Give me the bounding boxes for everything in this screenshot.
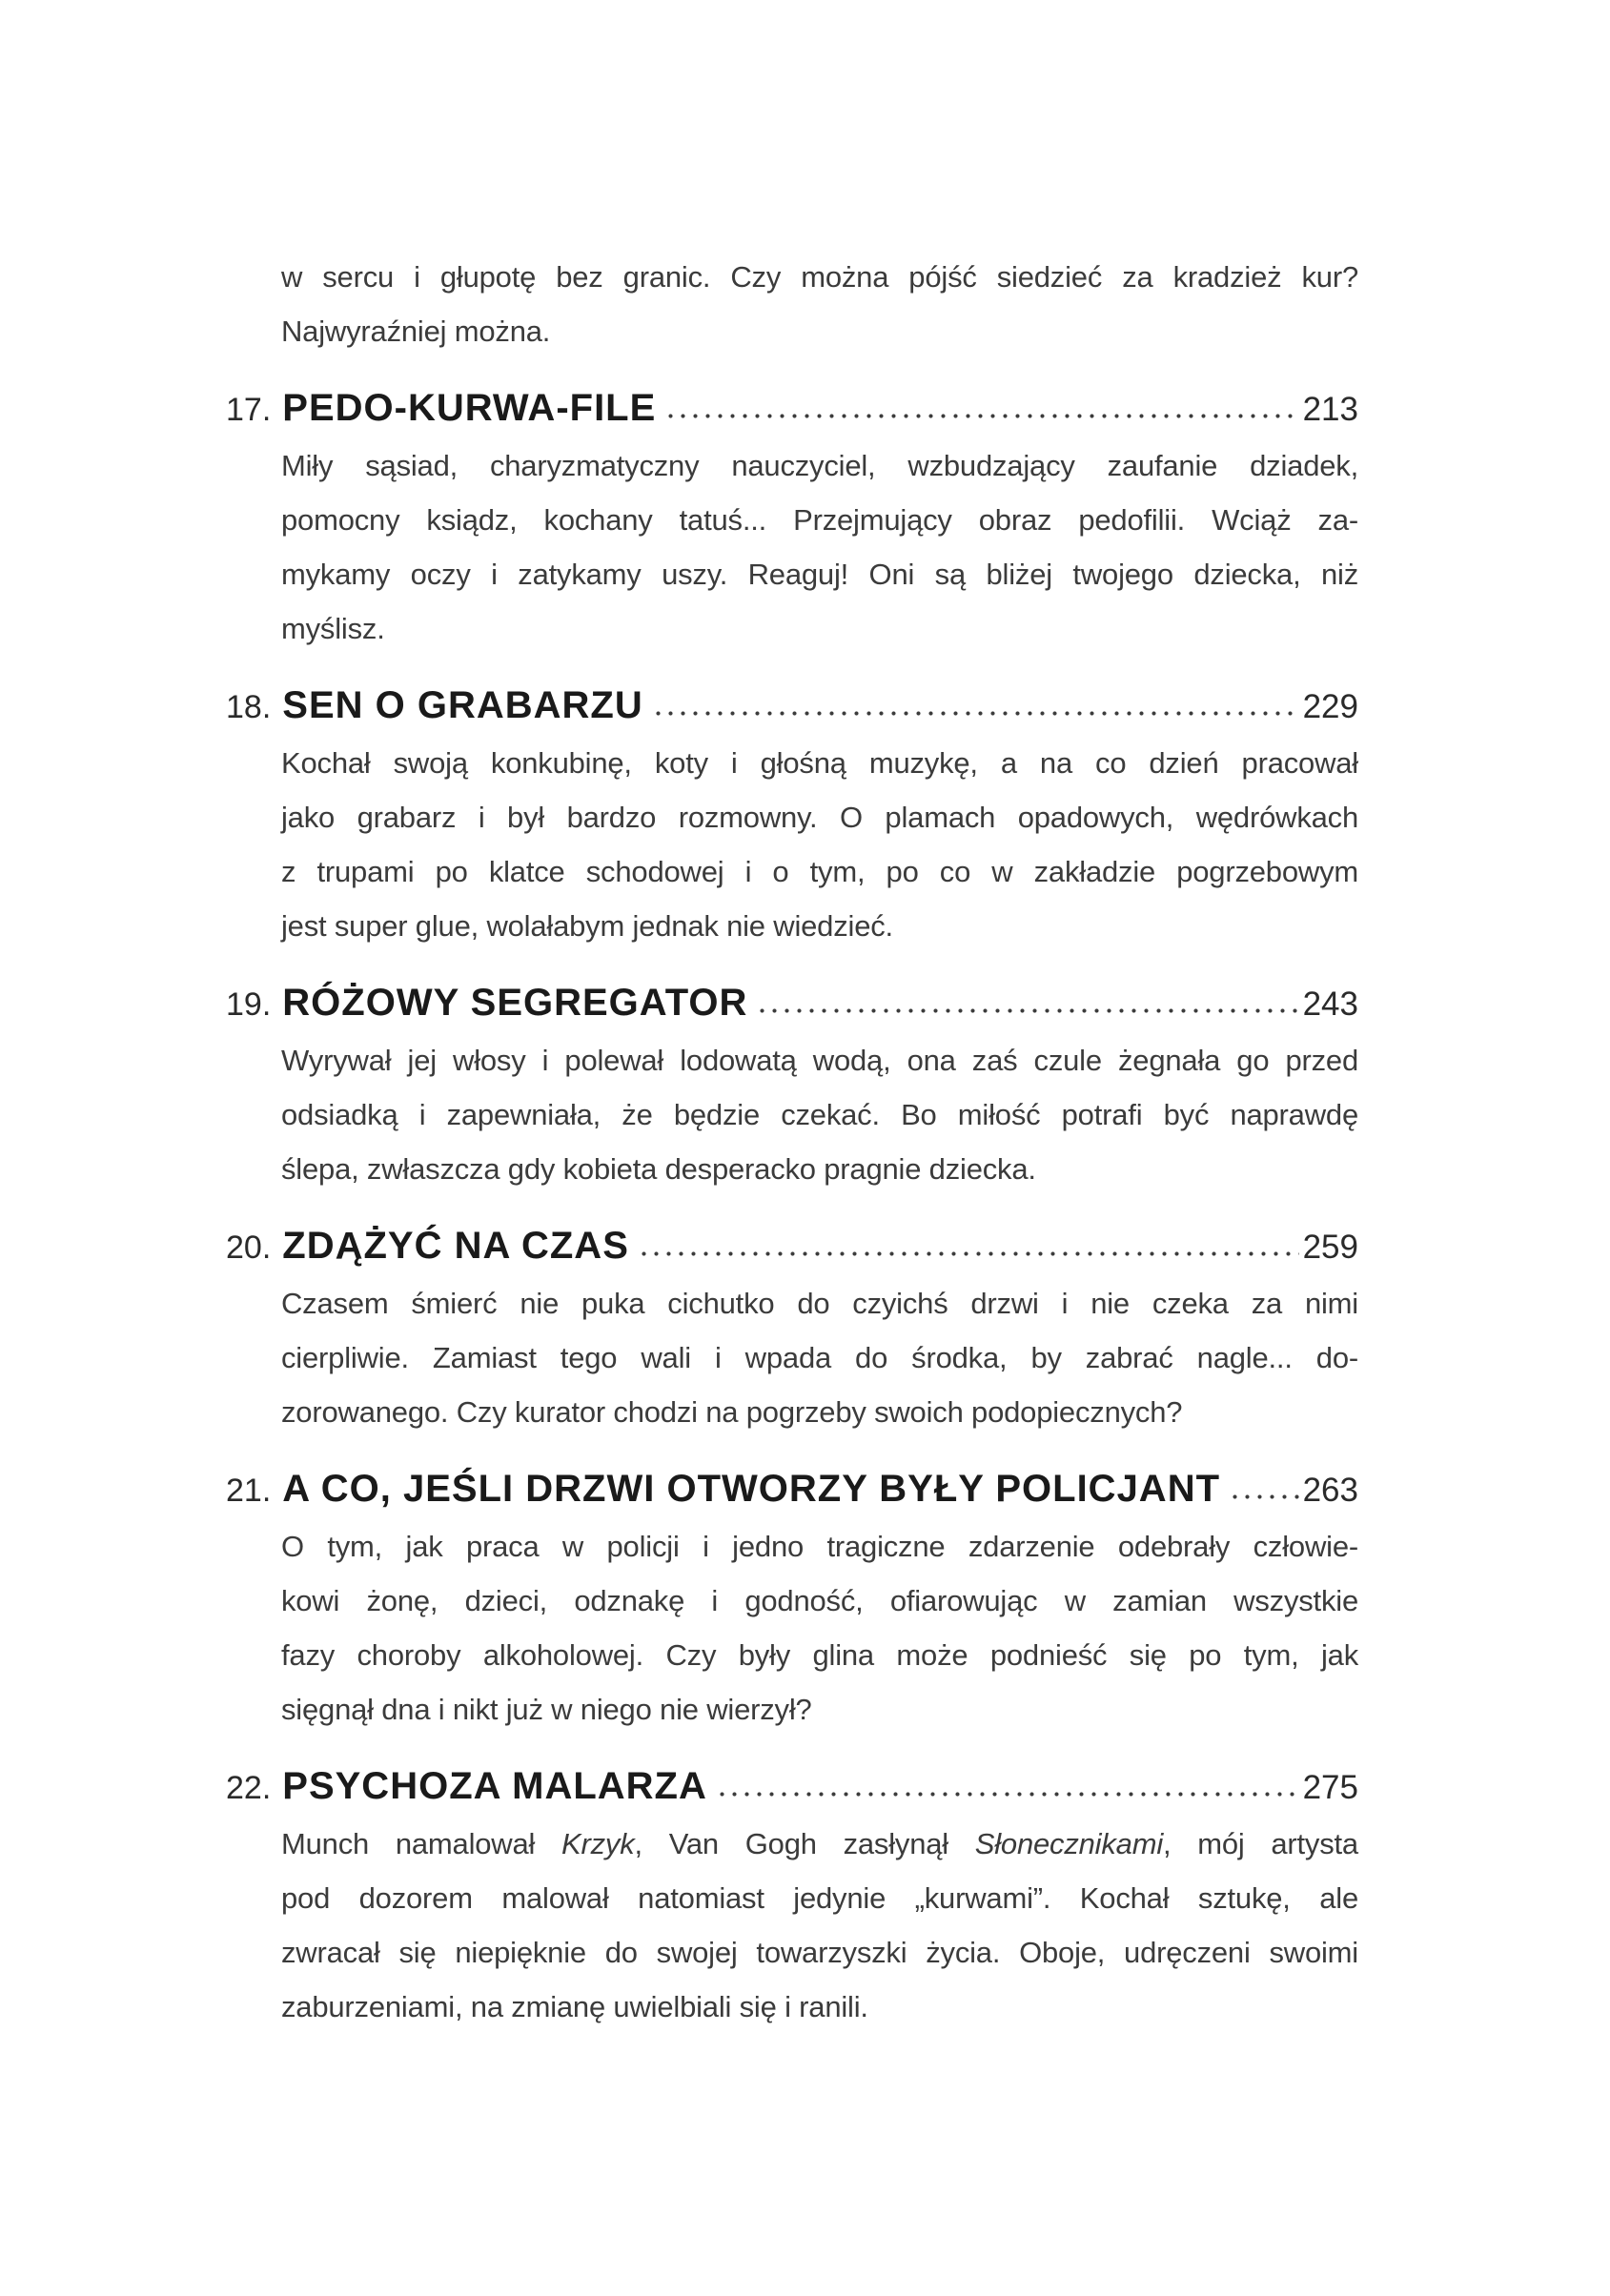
- chapter-title: SEN O GRABARZU: [282, 684, 643, 726]
- description-line: zwracał się niepięknie do swojej towarzyszki życia. Oboje, udręczeni swoimi: [281, 1936, 1358, 1969]
- chapter-title: RÓŻOWY SEGREGATOR: [282, 982, 748, 1024]
- description-line: mykamy oczy i zatykamy uszy. Reaguj! Oni są bliżej twojego dziecka, niż: [281, 558, 1358, 591]
- text-segment: , mój artysta: [1163, 1827, 1358, 1860]
- toc-entry-21: [226, 1460, 1358, 1737]
- dot-leader: [664, 412, 1298, 420]
- chapter-number: 20.: [226, 1229, 272, 1266]
- chapter-title: PEDO-KURWA-FILE: [282, 387, 657, 429]
- toc-entry-22: [226, 1758, 1358, 2034]
- description-line: Wyrywał jej włosy i polewał lodowatą wodą, ona zaś czule żegnała go przed: [281, 1044, 1358, 1077]
- description-line: Kochał swoją konkubinę, koty i głośną muzykę, a na co dzień pracował: [281, 746, 1358, 780]
- chapter-description: [281, 1033, 1358, 1196]
- description-line: zaburzeniami, na zmianę uwielbiali się i ranili.: [281, 1990, 868, 2023]
- description-line: cierpliwie. Zamiast tego wali i wpada do środka, by zabrać nagle... do-: [281, 1341, 1358, 1374]
- description-line: O tym, jak praca w policji i jedno tragiczne zdarzenie odebrały człowie-: [281, 1530, 1358, 1563]
- intro-line: Najwyraźniej można.: [281, 315, 551, 348]
- chapter-number: 21.: [226, 1473, 272, 1509]
- chapter-description: [281, 438, 1358, 656]
- chapter-description: [281, 1276, 1358, 1439]
- chapter-number: 22.: [226, 1770, 272, 1806]
- toc-entry-19: [226, 974, 1358, 1196]
- text-segment: , Van Gogh zasłynął: [634, 1827, 975, 1860]
- chapter-title: ZDĄŻYĆ NA CZAS: [282, 1225, 629, 1267]
- toc-entry-heading: [226, 379, 1358, 438]
- table-of-contents: [226, 250, 1358, 2034]
- description-line: jest super glue, wolałabym jednak nie wiedzieć.: [281, 909, 893, 943]
- description-line: myślisz.: [281, 612, 385, 645]
- intro-paragraph: [281, 250, 1358, 358]
- toc-entry-heading: [226, 1460, 1358, 1519]
- page-number: 275: [1302, 1769, 1358, 1806]
- toc-entry-heading: [226, 974, 1358, 1033]
- italic-text: Krzyk: [561, 1827, 635, 1860]
- chapter-description: [281, 736, 1358, 953]
- toc-entry-heading: [226, 677, 1358, 736]
- description-line: odsiadką i zapewniała, że będzie czekać. Bo miłość potrafi być naprawdę: [281, 1098, 1358, 1131]
- toc-entry-18: [226, 677, 1358, 953]
- dot-leader: [716, 1790, 1299, 1798]
- chapter-number: 17.: [226, 392, 272, 428]
- description-line: jako grabarz i był bardzo rozmowny. O plamach opadowych, wędrówkach: [281, 801, 1358, 834]
- page-number: 263: [1302, 1472, 1358, 1509]
- toc-entry-17: [226, 379, 1358, 656]
- description-line: fazy choroby alkoholowej. Czy były glina może podnieść się po tym, jak: [281, 1638, 1358, 1672]
- text-segment: Munch namalował: [281, 1827, 561, 1860]
- toc-entry-heading: [226, 1758, 1358, 1817]
- chapter-title: PSYCHOZA MALARZA: [282, 1765, 707, 1807]
- description-line: ślepa, zwłaszcza gdy kobieta desperacko pragnie dziecka.: [281, 1152, 1036, 1186]
- description-line: [281, 1817, 1358, 1871]
- description-line: Czasem śmierć nie puka cichutko do czyichś drzwi i nie czeka za nimi: [281, 1287, 1358, 1320]
- description-line: Miły sąsiad, charyzmatyczny nauczyciel, wzbudzający zaufanie dziadek,: [281, 449, 1358, 482]
- chapter-description: [281, 1817, 1358, 2034]
- description-line: pomocny ksiądz, kochany tatuś... Przejmujący obraz pedofilii. Wciąż za-: [281, 503, 1358, 537]
- description-line: sięgnął dna i nikt już w niego nie wierzył?: [281, 1693, 812, 1726]
- description-line: kowi żonę, dzieci, odznakę i godność, ofiarowując w zamian wszystkie: [281, 1584, 1358, 1617]
- dot-leader: [652, 709, 1299, 718]
- dot-leader: [638, 1250, 1299, 1258]
- chapter-title: A CO, JEŚLI DRZWI OTWORZY BYŁY POLICJANT: [282, 1468, 1221, 1510]
- dot-leader: [756, 1006, 1298, 1015]
- description-line: zorowanego. Czy kurator chodzi na pogrzeby swoich podopiecznych?: [281, 1395, 1183, 1429]
- chapter-number: 18.: [226, 689, 272, 725]
- dot-leader: [1229, 1493, 1299, 1501]
- description-line: pod dozorem malował natomiast jedynie „kurwami”. Kochał sztukę, ale: [281, 1881, 1358, 1915]
- chapter-description: [281, 1519, 1358, 1737]
- description-line: z trupami po klatce schodowej i o tym, po co w zakładzie pogrzebowym: [281, 855, 1358, 888]
- chapter-number: 19.: [226, 986, 272, 1023]
- page-number: 243: [1302, 985, 1358, 1023]
- italic-text: Słonecznikami: [974, 1827, 1164, 1860]
- page-number: 259: [1302, 1229, 1358, 1266]
- toc-entry-20: [226, 1217, 1358, 1439]
- page-number: 229: [1302, 688, 1358, 725]
- intro-line: w sercu i głupotę bez granic. Czy można pójść siedzieć za kradzież kur?: [281, 260, 1358, 294]
- toc-entry-heading: [226, 1217, 1358, 1276]
- page-number: 213: [1302, 391, 1358, 428]
